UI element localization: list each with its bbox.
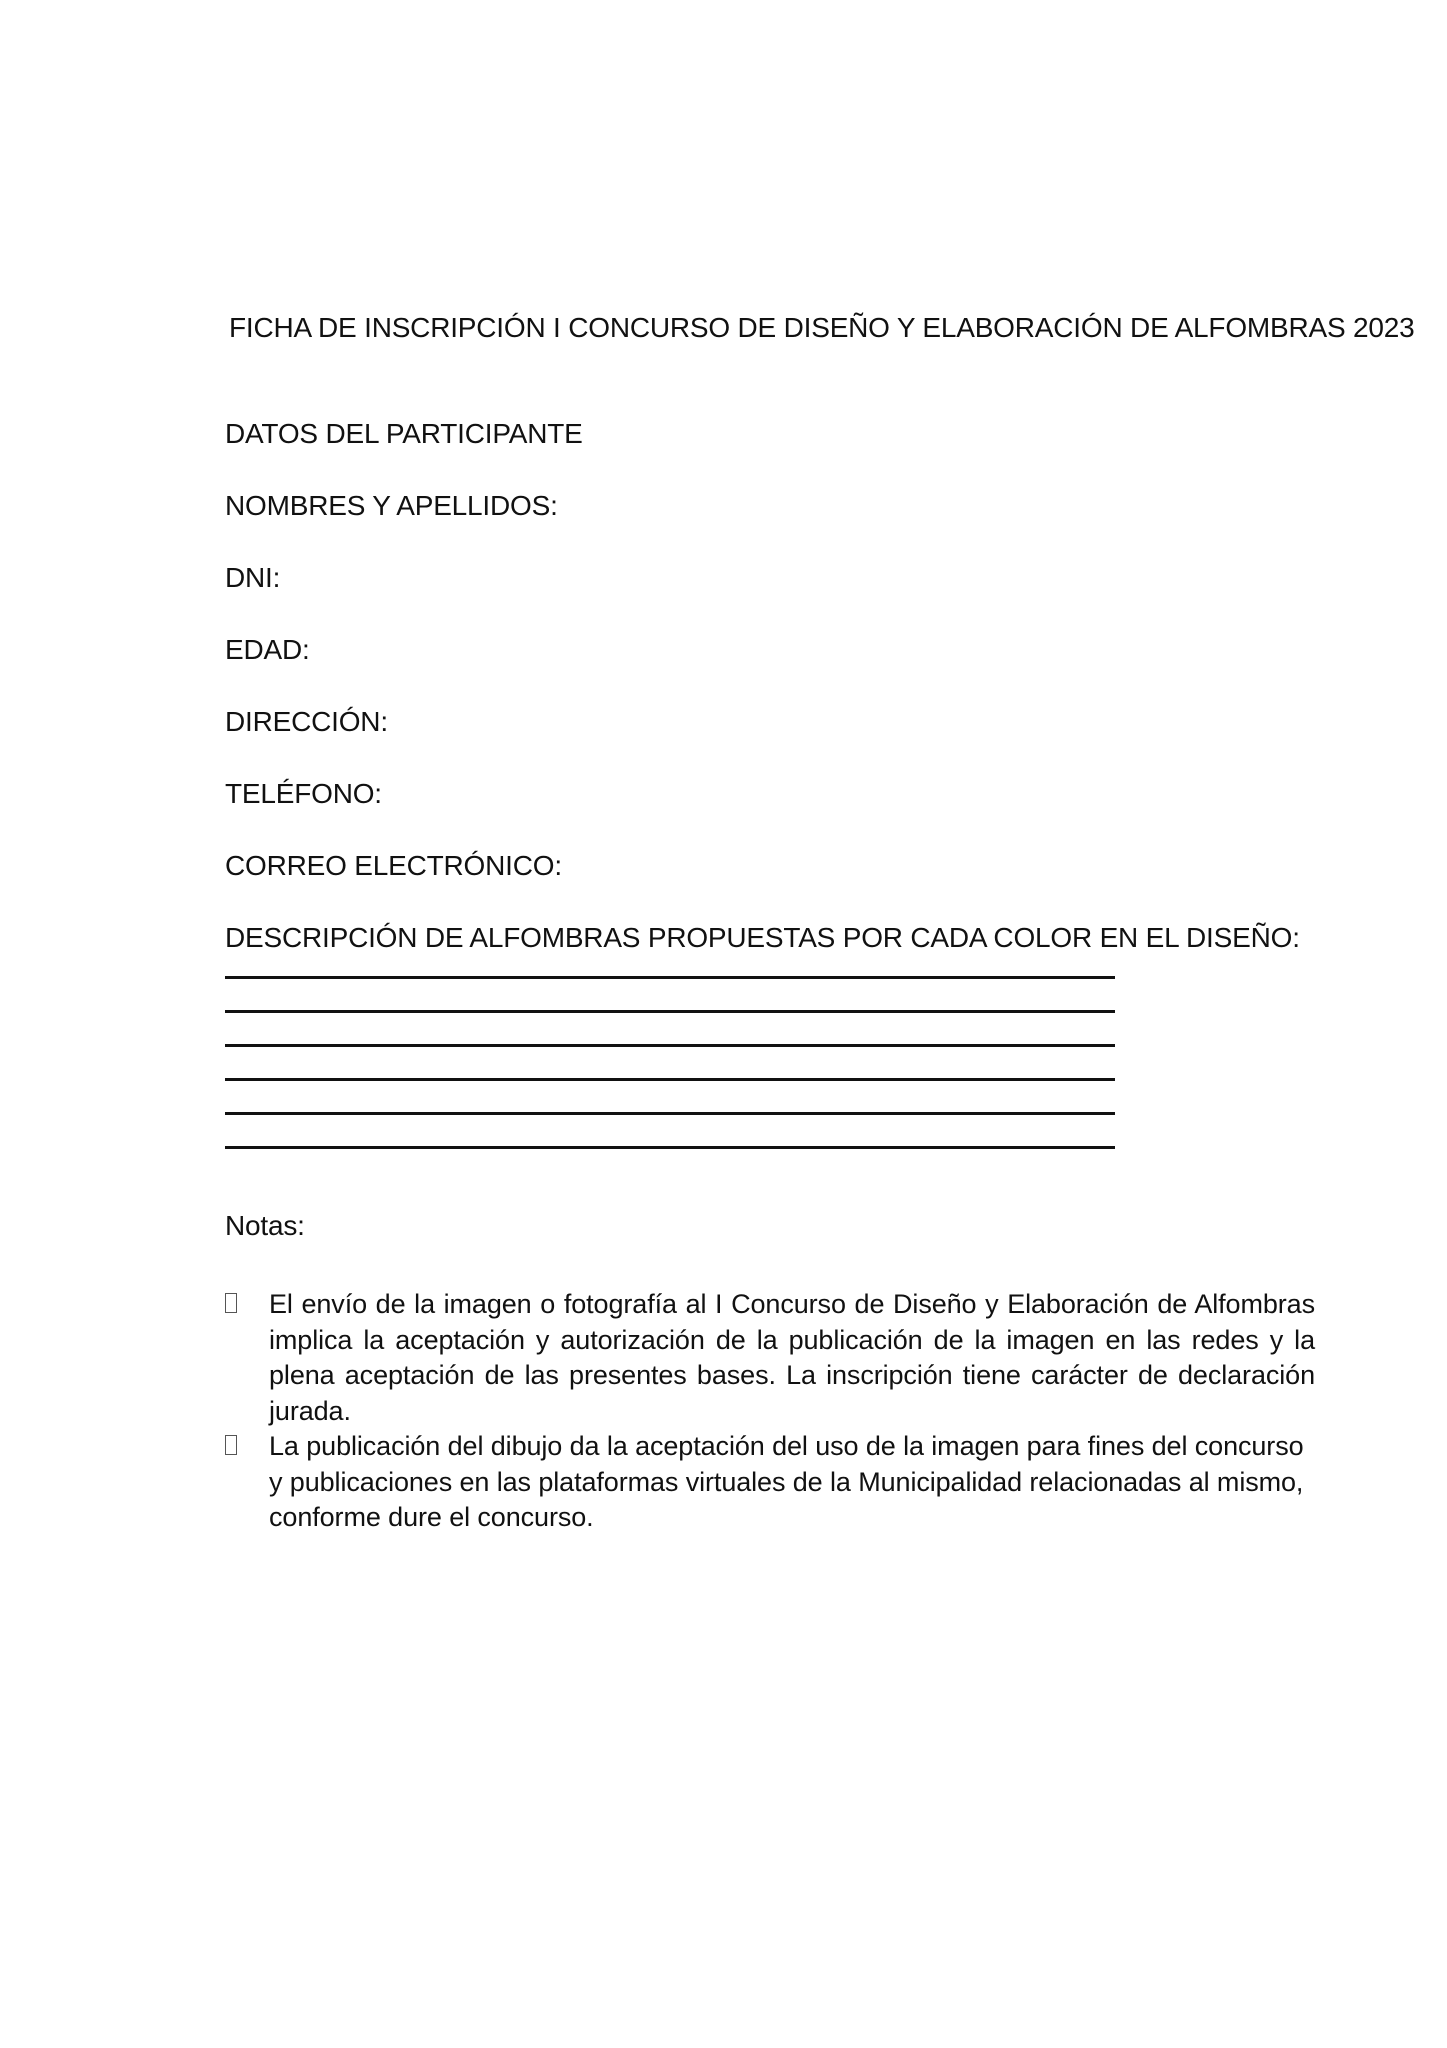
- description-write-lines: [225, 976, 1115, 1180]
- field-label-email: CORREO ELECTRÓNICO:: [225, 850, 562, 881]
- write-line: [225, 1112, 1115, 1115]
- bullet-box-icon: [225, 1435, 237, 1455]
- field-label-names: NOMBRES Y APELLIDOS:: [225, 490, 558, 521]
- field-label-address: DIRECCIÓN:: [225, 706, 388, 737]
- form-title: FICHA DE INSCRIPCIÓN I CONCURSO DE DISEÑO Y ELABORACIÓN DE ALFOMBRAS 2023: [229, 312, 1415, 343]
- field-label-phone: TELÉFONO:: [225, 778, 382, 809]
- note-text: El envío de la imagen o fotografía al I Concurso de Diseño y Elaboración de Alfombras implica la aceptación y autorización de la publicación de la imagen en las redes y la plena aceptación de las presentes bases. La inscripción tiene carácter de declaración jurada.: [269, 1289, 1315, 1426]
- write-line: [225, 1078, 1115, 1081]
- write-line: [225, 1010, 1115, 1013]
- note-item: [225, 1429, 1315, 1536]
- write-line: [225, 1146, 1115, 1149]
- notes-heading: Notas:: [225, 1210, 305, 1241]
- note-text: La publicación del dibujo da la aceptación del uso de la imagen para fines del concurso y publicaciones en las plataformas virtuales de la Municipalidad relacionadas al mismo, conforme dure el concurso.: [269, 1431, 1304, 1532]
- notes-list: [225, 1287, 1315, 1536]
- bullet-box-icon: [225, 1293, 237, 1313]
- section-heading: DATOS DEL PARTICIPANTE: [225, 418, 583, 449]
- write-line: [225, 976, 1115, 979]
- field-label-age: EDAD:: [225, 634, 310, 665]
- note-item: [225, 1287, 1315, 1429]
- field-label-dni: DNI:: [225, 562, 281, 593]
- write-line: [225, 1044, 1115, 1047]
- field-label-description: DESCRIPCIÓN DE ALFOMBRAS PROPUESTAS POR CADA COLOR EN EL DISEÑO:: [225, 922, 1300, 953]
